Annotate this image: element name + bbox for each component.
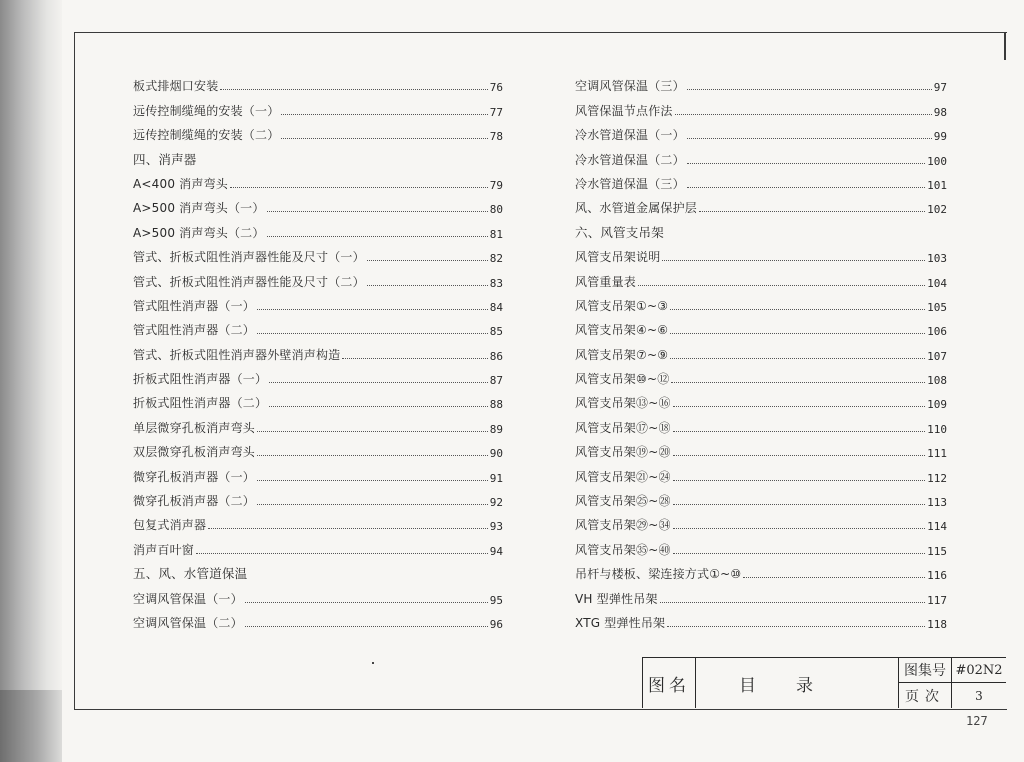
title-block-name-label: 图名 (643, 658, 696, 708)
toc-entry-title: 微穿孔板消声器（二） (133, 494, 256, 509)
toc-section-heading (133, 558, 503, 582)
toc-entry-title: 风管支吊架㉙~㉞ (575, 518, 671, 533)
toc-entry-title: 四、消声器 (133, 151, 197, 167)
toc-entry (133, 119, 503, 143)
toc-leader-dots (267, 210, 488, 212)
toc-leader-dots (281, 113, 487, 115)
toc-entry-page: 115 (927, 544, 947, 558)
toc-entry (133, 533, 503, 557)
toc-entry-page: 117 (927, 593, 947, 607)
toc-entry (575, 411, 947, 435)
toc-leader-dots (367, 284, 488, 286)
toc-entry-title: 双层微穿孔板消声弯头 (133, 445, 256, 460)
toc-entry-title: 六、风管支吊架 (575, 224, 664, 240)
toc-entry (575, 436, 947, 460)
toc-entry-title: 管式阻性消声器（二） (133, 323, 256, 338)
toc-leader-dots (699, 210, 925, 212)
toc-entry (575, 119, 947, 143)
toc-leader-dots (638, 284, 925, 286)
toc-leader-dots (257, 308, 488, 310)
toc-entry (133, 241, 503, 265)
toc-leader-dots (670, 308, 925, 310)
toc-entry (133, 338, 503, 362)
toc-entry-page: 77 (489, 105, 503, 119)
toc-entry-title: 折板式阻性消声器（二） (133, 396, 268, 411)
toc-entry-page: 90 (489, 447, 503, 461)
toc-entry-page: 93 (489, 520, 503, 534)
toc-leader-dots (673, 527, 925, 529)
toc-entry-page: 108 (927, 374, 947, 388)
toc-entry-page: 80 (489, 203, 503, 217)
toc-leader-dots (671, 381, 925, 383)
toc-section-heading (575, 216, 947, 240)
toc-entry (575, 533, 947, 557)
toc-entry (133, 70, 503, 94)
toc-entry-page: 109 (927, 398, 947, 412)
toc-entry-page: 106 (927, 325, 947, 339)
toc-entry-page: 100 (927, 154, 947, 168)
toc-left-column (133, 70, 503, 631)
toc-entry-title: 风、水管道金属保护层 (575, 201, 698, 216)
title-block-page-label: 页次 (898, 683, 952, 708)
toc-entry-title: 冷水管道保温（二） (575, 152, 685, 167)
toc-entry-title: 包复式消声器 (133, 518, 207, 533)
toc-entry-title: 五、风、水管道保温 (133, 566, 248, 582)
toc-entry (133, 94, 503, 118)
toc-leader-dots (660, 601, 925, 603)
toc-entry (575, 290, 947, 314)
toc-leader-dots (673, 405, 925, 407)
toc-entry-title: A>500 消声弯头（二） (133, 225, 265, 240)
toc-entry (575, 143, 947, 167)
toc-entry-title: 单层微穿孔板消声弯头 (133, 420, 256, 435)
toc-leader-dots (687, 88, 932, 90)
toc-entry (133, 485, 503, 509)
toc-leader-dots (673, 479, 925, 481)
toc-leader-dots (662, 259, 925, 261)
toc-leader-dots (673, 503, 925, 505)
toc-leader-dots (257, 454, 488, 456)
toc-entry (133, 314, 503, 338)
toc-entry (575, 338, 947, 362)
toc-entry-title: 风管支吊架⑰~⑱ (575, 420, 671, 435)
title-block-atlas-value: #02N2 (952, 658, 1006, 683)
toc-leader-dots (257, 430, 488, 432)
toc-entry-page: 105 (927, 300, 947, 314)
toc-entry (133, 265, 503, 289)
toc-entry-title: 风管支吊架⑬~⑯ (575, 396, 671, 411)
toc-entry-title: 风管支吊架㉕~㉘ (575, 494, 671, 509)
toc-entry-title: 空调风管保温（三） (575, 79, 685, 94)
toc-entry-page: 87 (489, 374, 503, 388)
toc-entry-title: 消声百叶窗 (133, 542, 195, 557)
toc-entry (133, 387, 503, 411)
toc-leader-dots (230, 186, 488, 188)
toc-leader-dots (673, 454, 925, 456)
toc-leader-dots (208, 527, 488, 529)
toc-entry-title: 板式排烟口安装 (133, 79, 219, 94)
toc-leader-dots (367, 259, 488, 261)
toc-entry (575, 485, 947, 509)
toc-entry (575, 70, 947, 94)
toc-leader-dots (269, 405, 488, 407)
toc-leader-dots (196, 552, 488, 554)
toc-entry (133, 363, 503, 387)
toc-entry (575, 168, 947, 192)
toc-entry-page: 81 (489, 227, 503, 241)
toc-entry-page: 96 (489, 617, 503, 631)
toc-entry-page: 79 (489, 178, 503, 192)
toc-entry (575, 192, 947, 216)
toc-leader-dots (245, 625, 488, 627)
toc-entry-page: 89 (489, 422, 503, 436)
toc-entry (575, 582, 947, 606)
toc-leader-dots (687, 162, 925, 164)
toc-entry-title: 吊杆与楼板、梁连接方式①~⑩ (575, 567, 742, 582)
toc-entry-page: 103 (927, 252, 947, 266)
toc-entry-page: 104 (927, 276, 947, 290)
toc-entry-page: 86 (489, 349, 503, 363)
title-block-atlas-label: 图集号 (898, 658, 952, 683)
toc-entry-page: 98 (933, 105, 947, 119)
toc-entry-page: 88 (489, 398, 503, 412)
toc-right-column (575, 70, 947, 631)
toc-leader-dots (673, 430, 925, 432)
toc-leader-dots (667, 625, 925, 627)
frame-corner-tick (1004, 32, 1006, 60)
toc-entry-title: 风管支吊架④~⑥ (575, 323, 669, 338)
toc-entry-title: 风管支吊架⑩~⑫ (575, 372, 670, 387)
toc-entry-title: XTG 型弹性吊架 (575, 615, 666, 630)
toc-leader-dots (743, 576, 925, 578)
toc-section-heading (133, 143, 503, 167)
toc-entry (133, 509, 503, 533)
toc-entry-title: 风管支吊架⑲~⑳ (575, 445, 671, 460)
toc-entry-page: 111 (927, 447, 947, 461)
toc-entry-title: A>500 消声弯头（一） (133, 201, 265, 216)
toc-leader-dots (220, 88, 487, 90)
toc-leader-dots (670, 357, 925, 359)
toc-entry-title: 微穿孔板消声器（一） (133, 469, 256, 484)
title-block-page-value: 3 (975, 688, 983, 703)
toc-entry-title: 风管支吊架㉑~㉔ (575, 469, 671, 484)
toc-entry-page: 110 (927, 422, 947, 436)
toc-entry (133, 460, 503, 484)
toc-entry-title: 冷水管道保温（三） (575, 176, 685, 191)
toc-leader-dots (257, 479, 488, 481)
toc-entry (575, 265, 947, 289)
book-spine-bottom-shadow (0, 690, 62, 762)
scan-speck (372, 662, 374, 664)
toc-entry-title: 风管支吊架①~③ (575, 298, 669, 313)
toc-entry-page: 84 (489, 300, 503, 314)
toc-entry (575, 509, 947, 533)
toc-entry-title: 管式、折板式阻性消声器外壁消声构造 (133, 347, 341, 362)
toc-entry-title: 风管保温节点作法 (575, 103, 673, 118)
toc-entry-title: 管式阻性消声器（一） (133, 298, 256, 313)
toc-entry-title: 管式、折板式阻性消声器性能及尺寸（一） (133, 250, 365, 265)
toc-entry (133, 436, 503, 460)
toc-entry-title: A<400 消声弯头 (133, 176, 228, 191)
toc-entry-page: 94 (489, 544, 503, 558)
toc-entry (575, 387, 947, 411)
toc-entry-page: 83 (489, 276, 503, 290)
toc-entry-page: 92 (489, 496, 503, 510)
toc-entry-page: 114 (927, 520, 947, 534)
toc-entry (133, 411, 503, 435)
toc-entry (133, 192, 503, 216)
toc-entry-title: 远传控制缆绳的安装（二） (133, 128, 280, 143)
toc-leader-dots (342, 357, 487, 359)
toc-entry-title: 风管重量表 (575, 274, 637, 289)
toc-entry-page: 82 (489, 252, 503, 266)
toc-entry (575, 314, 947, 338)
toc-leader-dots (687, 186, 925, 188)
toc-entry-title: VH 型弹性吊架 (575, 591, 658, 606)
book-spine-shadow (0, 0, 62, 762)
toc-entry (133, 290, 503, 314)
toc-leader-dots (673, 552, 925, 554)
toc-leader-dots (281, 137, 487, 139)
toc-entry (133, 607, 503, 631)
toc-entry-title: 风管支吊架㉟~㊵ (575, 542, 671, 557)
toc-entry-title: 折板式阻性消声器（一） (133, 372, 268, 387)
toc-leader-dots (267, 235, 488, 237)
title-block-name-value: 目录 (739, 675, 853, 696)
title-block (642, 657, 1006, 708)
toc-leader-dots (675, 113, 932, 115)
toc-entry-title: 冷水管道保温（一） (575, 128, 685, 143)
toc-entry-page: 112 (927, 471, 947, 485)
toc-entry-title: 远传控制缆绳的安装（一） (133, 103, 280, 118)
toc-entry-page: 107 (927, 349, 947, 363)
toc-entry (575, 558, 947, 582)
toc-entry-page: 85 (489, 325, 503, 339)
toc-entry-page: 102 (927, 203, 947, 217)
toc-leader-dots (687, 137, 932, 139)
toc-entry-page: 118 (927, 617, 947, 631)
toc-entry (575, 607, 947, 631)
toc-leader-dots (245, 601, 488, 603)
toc-leader-dots (269, 381, 488, 383)
toc-entry-title: 风管支吊架说明 (575, 250, 661, 265)
toc-entry-page: 78 (489, 130, 503, 144)
toc-entry-title: 管式、折板式阻性消声器性能及尺寸（二） (133, 274, 365, 289)
toc-entry-page: 97 (933, 81, 947, 95)
toc-entry (133, 582, 503, 606)
toc-leader-dots (670, 332, 925, 334)
toc-entry-page: 76 (489, 81, 503, 95)
toc-entry-page: 101 (927, 178, 947, 192)
toc-entry (575, 363, 947, 387)
toc-entry-page: 99 (933, 130, 947, 144)
toc-entry-page: 116 (927, 569, 947, 583)
toc-entry-title: 空调风管保温（二） (133, 615, 243, 630)
toc-leader-dots (257, 503, 488, 505)
toc-entry-page: 91 (489, 471, 503, 485)
toc-entry (133, 168, 503, 192)
toc-entry-page: 95 (489, 593, 503, 607)
toc-entry-page: 113 (927, 496, 947, 510)
toc-leader-dots (257, 332, 488, 334)
toc-entry-title: 风管支吊架⑦~⑨ (575, 347, 669, 362)
toc-entry (133, 216, 503, 240)
toc-entry (575, 460, 947, 484)
toc-entry (575, 94, 947, 118)
toc-entry-title: 空调风管保温（一） (133, 591, 243, 606)
toc-entry (575, 241, 947, 265)
sheet-number: 127 (966, 714, 988, 728)
